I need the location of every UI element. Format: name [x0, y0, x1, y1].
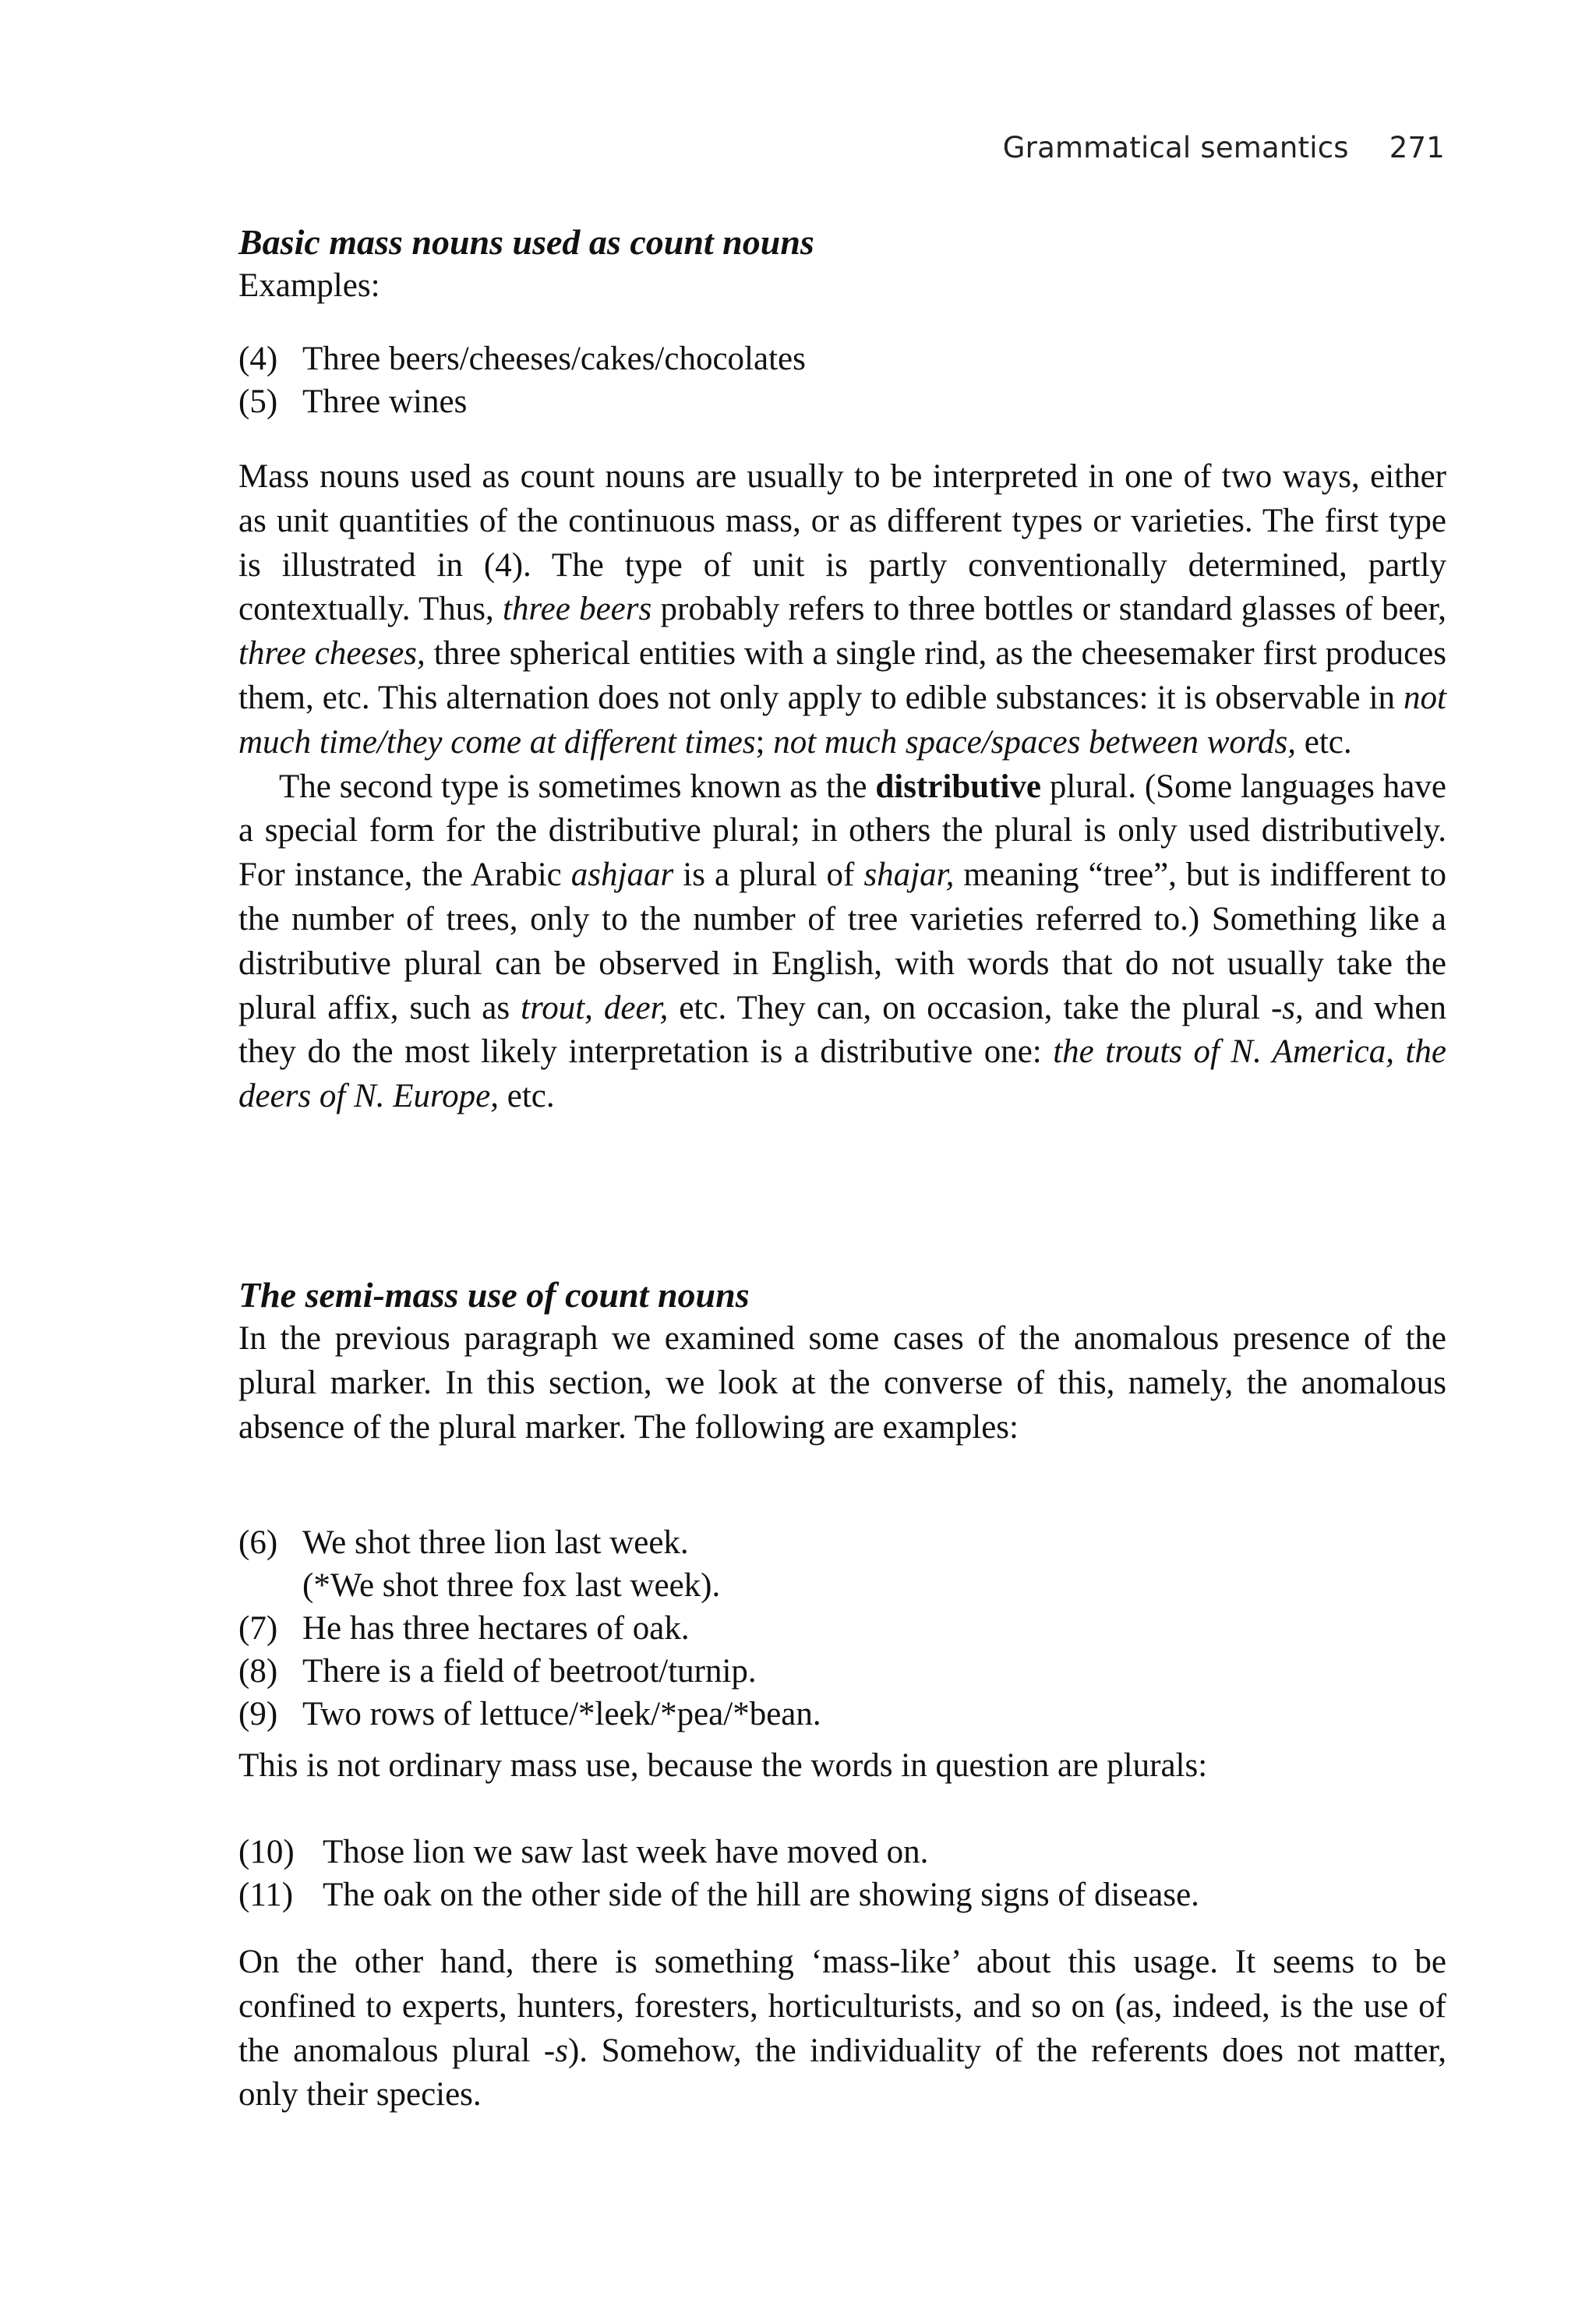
example-text: There is a field of beetroot/turnip. — [302, 1653, 757, 1690]
example-item — [238, 1564, 1446, 1607]
section-heading-basic-mass: Basic mass nouns used as count nouns — [238, 222, 814, 262]
section2 — [238, 1273, 1446, 1450]
example-number: (8) — [238, 1653, 278, 1690]
example-text: The oak on the other side of the hill are showing signs of disease. — [323, 1877, 1199, 1913]
italic-term: shajar, — [863, 856, 955, 894]
example-text: We shot three lion last week. — [302, 1524, 689, 1561]
body-paragraph: The second type is sometimes known as the distributive plural. (Some languages have a special form for the distributive plural; in others the plural is only used distributively. For instance, the Arabic ashjaar is a plural of shajar, meaning “tree”, but is indifferent to the number of trees, only to the number of tree varieties referred to.) Something like a distributive plural can be observed in English, with words that do not usually take the plural affix, such as trout, deer, etc. They can, on occasion, take the plural -s, and when they do the most likely interpretation is a distributive one: the trouts of N. America, the deers of N. Europe, etc. — [238, 768, 1446, 1115]
italic-term: -s — [543, 2032, 568, 2069]
examples-10-11 — [238, 1831, 1446, 1916]
examples-4-5 — [238, 337, 1446, 423]
example-item — [238, 1693, 1446, 1736]
examples-6-9 — [238, 1521, 1446, 1736]
example-number: (6) — [238, 1524, 278, 1561]
body-paragraph: This is not ordinary mass use, because the words in question are plurals: — [238, 1747, 1208, 1784]
italic-term: ashjaar — [570, 856, 674, 894]
example-item — [238, 1521, 1446, 1564]
italic-term: not much space/spaces between words, — [773, 723, 1296, 761]
running-head — [1003, 131, 1445, 164]
example-text: He has three hectares of oak. — [302, 1610, 690, 1647]
paragraph-1 — [238, 455, 1446, 1119]
example-text: Those lion we saw last week have moved on. — [323, 1834, 929, 1870]
example-item — [238, 1607, 1446, 1650]
italic-term: the trouts of N. America, the deers of N. Europe, — [238, 1033, 1446, 1115]
section-heading-semi-mass: The semi-mass use of count nouns — [238, 1275, 750, 1315]
example-number: (11) — [238, 1877, 294, 1913]
example-item — [238, 1873, 1446, 1916]
final-paragraph-block — [238, 1941, 1446, 2117]
running-head-title: Grammatical semantics — [1002, 131, 1349, 164]
body-paragraph: In the previous paragraph we examined some cases of the anomalous presence of the plural marker. In this section, we look at the converse of this, namely, the anomalous absence of the plural marker. The following are examples: — [238, 1320, 1446, 1446]
example-item — [238, 1650, 1446, 1693]
body-paragraph: On the other hand, there is something ‘mass-like’ about this usage. It seems to be confined to experts, hunters, foresters, horticulturists, and so on (as, indeed, is the use of the anomalous plural -s). Somehow, the individuality of the referents does not matter, only their species. — [238, 1944, 1446, 2114]
bold-term: distributive — [875, 768, 1042, 805]
example-text: Two rows of lettuce/*leek/*pea/*bean. — [302, 1696, 821, 1732]
italic-term: three cheeses, — [238, 635, 425, 673]
example-item — [238, 380, 1446, 423]
italic-term: not much time/they come at different times — [238, 679, 1446, 761]
example-number — [238, 1564, 302, 1607]
example-number: (10) — [238, 1834, 295, 1870]
example-text: Three wines — [302, 383, 468, 420]
example-item — [238, 337, 1446, 380]
examples-label: Examples: — [238, 267, 380, 304]
italic-term: trout, deer, — [521, 989, 669, 1026]
section1 — [238, 221, 1446, 309]
middle-sentence-block — [238, 1744, 1446, 1789]
example-number: (7) — [238, 1610, 278, 1647]
page-number: 271 — [1389, 131, 1445, 164]
example-text: (*We shot three fox last week). — [302, 1567, 721, 1604]
italic-term: -s, — [1270, 989, 1304, 1026]
example-number: (4) — [238, 341, 278, 377]
example-number: (9) — [238, 1696, 278, 1732]
example-number: (5) — [238, 383, 278, 420]
italic-term: three beers — [503, 591, 652, 628]
example-text: Three beers/cheeses/cakes/chocolates — [302, 341, 806, 377]
body-paragraph: Mass nouns used as count nouns are usually to be interpreted in one of two ways, either as unit quantities of the continuous mass, or as different types or varieties. The first type is illustrated in (4). The type of unit is partly conventionally determined, partly contextually. Thus, three beers probably refers to three bottles or standard glasses of beer, three cheeses, three spherical entities with a single rind, as the cheesemaker first produces them, etc. This alternation does not only apply to edible substances: it is observable in not much time/they come at different times; not much space/spaces between words, etc. — [238, 458, 1446, 761]
example-item — [238, 1831, 1446, 1873]
